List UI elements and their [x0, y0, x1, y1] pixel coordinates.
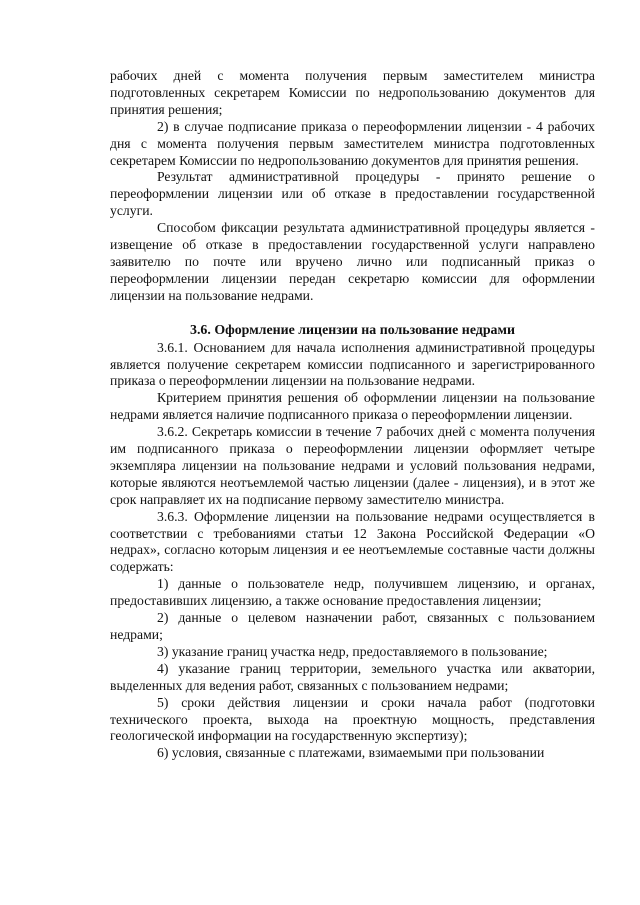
paragraph-p10: 2) данные о целевом назначении работ, связанных с пользованием недрами;: [110, 610, 595, 642]
section-heading: 3.6. Оформление лицензии на пользование недрами: [190, 322, 515, 338]
paragraph-p7: 3.6.2. Секретарь комиссии в течение 7 рабочих дней с момента получения им подписанного приказа о переоформлении лицензии оформляет четыре экземпляра лицензии на пользование недрами и условий пользования недрами, которые являются неотъемлемой частью лицензии (далее - лицензия), и в этот же срок направляет их на подписание первому заместителю министра.: [110, 424, 595, 507]
paragraph-p14: 6) условия, связанные с платежами, взимаемыми при пользовании: [157, 745, 545, 761]
paragraph-p6: Критерием принятия решения об оформлении лицензии на пользование недрами является наличие подписанного приказа о переоформлении лицензии.: [110, 390, 595, 423]
paragraph-p11: 3) указание границ участка недр, предоставляемого в пользование;: [157, 643, 548, 659]
paragraph-p13: 5) сроки действия лицензии и сроки начала работ (подготовки технического проекта, выхода на проектную мощность, представления геологической информации на государственную экспертизу);: [110, 694, 595, 744]
paragraph-p5: 3.6.1. Основанием для начала исполнения административной процедуры является получение секретарем комиссии подписанного и зарегистрированного приказа о переоформлении лицензии на пользование недрами.: [110, 339, 595, 389]
paragraph-p2: 2) в случае подписание приказа о переоформлении лицензии - 4 рабочих дня с момента получения первым заместителем министра подготовленных секретарем Комиссии по недропользованию документов для принятия решения.: [110, 118, 595, 168]
paragraph-p1: рабочих дней с момента получения первым заместителем министра подготовленных секретарем Комиссии по недропользованию документов для принятия решения;: [110, 68, 595, 117]
paragraph-p4: Способом фиксации результата административной процедуры является - извещение об отказе в предоставлении государственной услуги направлено заявителю по почте или вручено лично или подписанный приказ о переоформлении лицензии передан секретарю комиссии для оформлении лицензии на пользование недрами.: [110, 220, 595, 303]
paragraph-p12: 4) указание границ территории, земельного участка или акватории, выделенных для ведения работ, связанных с пользованием недрами;: [110, 660, 595, 693]
paragraphs-bottom: [110, 340, 595, 763]
paragraph-p9: 1) данные о пользователе недр, получившем лицензию, и органах, предоставивших лицензию, а также основание предоставления лицензии;: [110, 576, 595, 609]
paragraph-p3: Результат административной процедуры - принято решение о переоформлении лицензии или об отказе в предоставлении государственной услуги.: [110, 169, 595, 219]
paragraph-p8: 3.6.3. Оформление лицензии на пользование недрами осуществляется в соответствии с требованиями статьи 12 Закона Российской Федерации «О недрах», согласно которым лицензия и ее неотъемлемые составные части должны содержать:: [110, 508, 595, 575]
paragraphs-top: [110, 68, 595, 305]
document-page: [110, 68, 595, 762]
